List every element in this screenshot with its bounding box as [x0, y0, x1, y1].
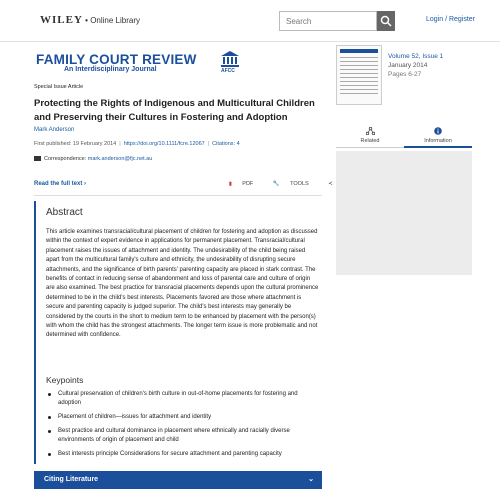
read-full-label: Read the full text [34, 181, 83, 187]
tab-information[interactable] [404, 126, 472, 148]
tab-related-label: Related [360, 138, 380, 144]
tools-label: TOOLS [290, 181, 309, 187]
author-link[interactable]: Mark Anderson [34, 127, 75, 133]
information-panel [336, 151, 472, 275]
wiley-logo[interactable]: WILEY • Online Library [40, 14, 140, 26]
logo-product: Online Library [90, 16, 140, 25]
network-icon [366, 127, 375, 135]
keypoints-list [46, 390, 320, 464]
search-input[interactable]: Search [279, 11, 377, 31]
correspondence-email[interactable]: mark.anderson@fjc.net.au [87, 156, 153, 162]
article-title: Protecting the Rights of Indigenous and Multicultural Children and Preserving their Cultures in Fostering and Adoption [34, 98, 315, 123]
tools-button[interactable] [273, 181, 318, 187]
correspondence-label: Correspondence: [44, 156, 87, 162]
logo-brand: WILEY [40, 14, 83, 26]
abstract-text: This article examines transracial/cultural placement of children for fostering and adoption as discussed within the context of expert evidence in applications for permanent placement. Transracial/cultural placement raises the issues of attachment and identity. The undesirability of the child being raised apart from the multicultural family's culture and ethnicity, the undesirability of disrupting secure attachments, and the significance of birth parents' parenting capacity are placed in stark contrast. The benefits of contact in reducing sense of abandonment and loss of parental care and culture of origin are also examined. The best practice for transracial placements depends upon the cultural prominence determined to be in the child's best interests. Placements favored are those where attachment is secure and parenting capacity is judged superior. The child's best interests may generally be considered by the courts in the short to medium term to be enhanced by placement with the person(s) with whom the child has the strongest attachments. The longer term issue is more problematic and not determined with confidence. [46, 229, 319, 339]
journal-title[interactable]: FAMILY COURT REVIEW [36, 52, 197, 67]
volume-issue-link[interactable]: Volume 52, Issue 1 [388, 53, 444, 60]
pdf-button[interactable] [229, 181, 262, 187]
keypoint-item: Best interests principle Considerations for secure attachment and parenting capacity [46, 450, 320, 459]
citations-link[interactable]: Citations: 4 [212, 141, 240, 147]
chevron-right-icon: › [84, 181, 87, 187]
share-icon: ≺ [328, 181, 333, 187]
abstract-heading: Abstract [46, 207, 83, 218]
citing-literature-toggle[interactable] [34, 471, 322, 489]
issue-date: January 2014 [388, 62, 428, 69]
keypoint-item: Placement of children—issues for attachment and identity [46, 413, 320, 422]
citing-label: Citing Literature [44, 476, 99, 483]
keypoint-item: Best practice and cultural dominance in placement where ethnically and racially diverse environments of origin of placement and child [46, 427, 320, 445]
keypoints-heading: Keypoints [46, 375, 84, 385]
keypoint-item: Cultural preservation of children's birth culture in out-of-home placements for fostering and adoption [46, 390, 320, 408]
search-button[interactable] [377, 11, 395, 31]
doi-link[interactable]: https://doi.org/10.1111/fcre.12067 [123, 141, 205, 147]
journal-subtitle: An Interdisciplinary Journal [64, 66, 157, 73]
afcc-logo-icon [220, 50, 240, 67]
page-range: Pages 6-27 [388, 71, 422, 78]
read-full-text-link[interactable] [34, 181, 86, 187]
pdf-label: PDF [242, 181, 254, 187]
first-published: First published: 19 February 2014 [34, 141, 117, 147]
article-type: Special Issue Article [34, 84, 84, 90]
chevron-down-icon: ⌄ [308, 476, 314, 483]
afcc-label: AFCC [221, 68, 235, 74]
info-icon [434, 127, 442, 135]
publication-info: First published: 19 February 2014 | https://doi.org/10.1111/fcre.12067 | Citations: 4 [34, 141, 240, 147]
login-register-link[interactable]: Login / Register [426, 16, 476, 23]
pdf-icon: ▮ [229, 181, 232, 187]
abstract-section [34, 201, 322, 464]
tab-information-label: Information [424, 138, 452, 144]
tab-related[interactable] [336, 126, 404, 148]
journal-cover-image[interactable] [336, 45, 382, 105]
divider [34, 195, 322, 196]
search-icon [380, 15, 392, 27]
envelope-icon [34, 156, 41, 161]
sidebar-tabs [336, 126, 472, 148]
wrench-icon: 🔧 [272, 181, 280, 187]
top-bar [0, 0, 500, 42]
correspondence [34, 156, 152, 162]
